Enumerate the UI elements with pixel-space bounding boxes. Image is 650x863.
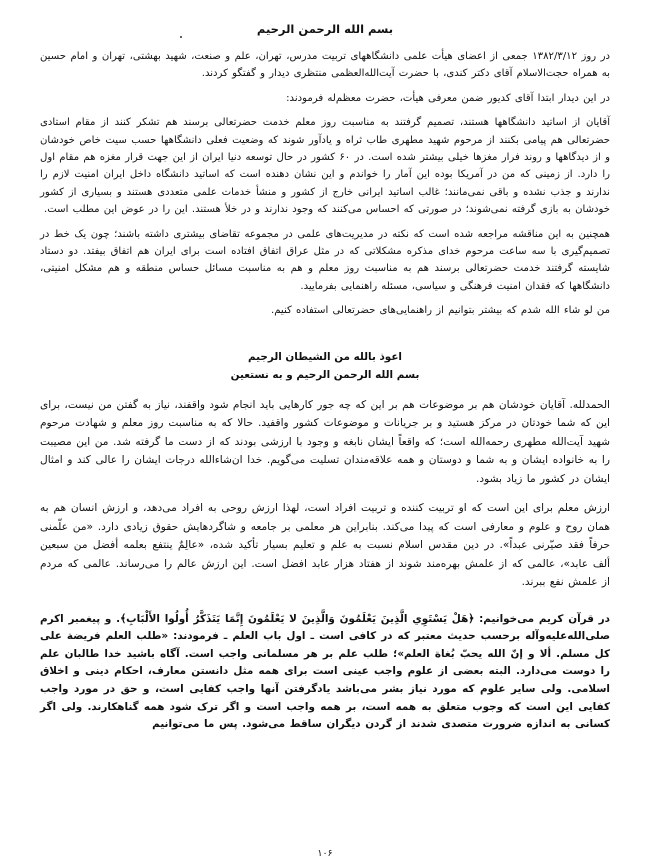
- section-spacer: [40, 327, 610, 349]
- section-quran-hadith: [40, 611, 610, 734]
- paragraph: الحمدلله. آقایان خودشان هم بر موضوعات هم بر این که چه جور کارهایی باید انجام شود واقفند، نیاز به گفتن من نیست، برای این که شما خودتان در مرکز هستید و بر جریانات و موضوعات کشور واقفید. حالا که به مناسبت روز معلم و شهادت مرحوم شهید آیت‌الله مطهری رحمه‌الله است؛ که واقعاً ایشان نابغه و وجود با ارزشی بودند که از دست ما گرفته شد. من این مصیبت را به خانواده ایشان و به شما و دوستان و همه علاقه‌مندان تسلیت می‌گویم. خدا ان‌شاءالله درجات ایشان را عالی کند و امثال ایشان در کشور ما زیاد بشود.: [40, 398, 610, 485]
- page-content: [40, 18, 610, 837]
- page-number: ۱۰۶: [317, 848, 333, 859]
- paragraph: در این دیدار ابتدا آقای کدیور ضمن معرفی هیأت، حضرت معظم‌له فرمودند:: [286, 92, 610, 104]
- section-meeting-report: [40, 48, 610, 320]
- section-spacer: [40, 383, 610, 396]
- section-spacer: [40, 603, 610, 611]
- isti-adhah-line: اعوذ بالله من الشيطان الرجيم: [248, 350, 402, 363]
- paragraph: در قرآن کریم می‌خوانیم: ﴿هَلْ يَسْتَوِي الَّذِينَ يَعْلَمُونَ وَالَّذِينَ لا يَعْلَمُونَ إِنَّمَا يَتَذَكَّرُ أُولُوا الأَلْبَابِ﴾. و پیغمبر اکرم صلی‌الله‌علیه‌وآله برحسب حدیث معتبر که در کافی است ـ اول باب العلم ـ فرمودند: «طلب العلم فریضة علی کل مسلم. ألا و إنّ الله يحبّ بُغاة العلم»؛ طلب علم بر هر مسلمانی واجب است. آگاه باشید خدا طالبان علم را دوست می‌دارد. البته بعضی از علوم واجب عینی است برای همه مثل دانستن معارف، احکام دینی و اخلاق اسلامی. ولی سایر علوم که مورد نیاز بشر می‌باشد یادگرفتن آنها واجب کفایی است، و حق در مورد واجب کفایی این است که وجوب متعلق به همه است، بر همه واجب است و اگر ترک شود همه گناهکارند. ولی اگر کسانی به اندازه ضرورت متصدی شدند از گردن دیگران ساقط می‌شود. پس ما می‌توانیم: [40, 612, 610, 731]
- paragraph: ارزش معلم برای این است که او تربیت کننده و تربیت افراد است، لهذا ارزش روحی به افراد می‌دهد، و ارزش انسان هم به همان روح و علوم و معارفی است که پیدا می‌کند. بنابراین هر معلمی بر جامعه و شاگردهایش حقوق زیادی دارد. «من علّمنی حرفاً فقد صیّرنی عبداً». در دین مقدس اسلام نسبت به علم و تعلیم بسیار تأکید شده، «عالِمٌ ینتفع بعلمه أفضل من سبعین ألف عابد»، عالمی که از علمش بهره‌مند شوند از هفتاد هزار عابد افضل است. این ارزش عالم را می‌رساند. عالمی که مردم از علمش نفع ببرند.: [40, 502, 610, 589]
- paragraph: در روز ۱۳۸۲/۳/۱۲ جمعی از اعضای هیأت علمی دانشگاههای تربیت مدرس، تهران، علم و صنعت، شهید بهشتی، تهران و امام حسین به همراه حجت‌الاسلام آقای دکتر کندی، با حضرت آیت‌الله‌العظمی منتظری دیدار و گفتگو کردند.: [40, 51, 610, 80]
- section-speech: [40, 349, 610, 592]
- header-basmala: بسم الله الرحمن الرحيم: [256, 22, 394, 36]
- paragraph: من لو شاء الله شدم که بیشتر بتوانیم از راهنمایی‌های حضرتعالی استفاده کنیم.: [271, 305, 610, 317]
- paragraph: همچنین به این مناقشه مراجعه شده است که نکته در مدیریت‌های علمی در مجموعه تقاضای بیشتری داشته باشند؛ چون یک خط در تصمیم‌گیری با سه ساعت مرحوم خدای مذکره مشکلاتی که در مثل عراق اتفاق افتاده است برای ایران هم اتفاق بیفتد. دو دستاد شایسته گرفتند خدمت حضرتعالی برسند هم به مناسبت روز معلم و هم به مناسبت مسائل حساس منطقه و هم مشکل امنیتی، دانشگاهها که فقدان امنیت فرهنگی و سیاسی، مسئله راهنمایی بفرمایید.: [40, 228, 610, 292]
- paragraph: آقایان از اساتید دانشگاهها هستند، تصمیم گرفتند به مناسبت روز معلم خدمت حضرتعالی برسند هم تشکر کنند از مقام استادی حضرتعالی هم پیامی بکنند از مرحوم شهید مطهری طاب ثراه و یادآور شوند که وضعیت فعلی دانشگاهها حسب سیت خاص خودشان و از دیدگاهها و روند فرار مغزها خیلی بیشتر شده است. در ۶۰ کشور در حال توسعه دنیا ایران از این جهت قرار مغزه هم مقام اول را دارد. از زمینی که من در آمریکا بوده این آمار را خواندم و این نشان دهنده است که اساتید دانشگاه داخل ایران امنیت لازم را ندارند و جذب نشده و باقی نمی‌مانند؛ غالب اساتید ایرانی خارج از کشور و منشأ خدمات علمی متعددی هستند و بسیاری از کشور خودشان به بازی گرفته نمی‌شوند؛ در صورتی که احساس می‌کنند که وجود ندارند و در خلأ هستند. این را در عوض این مطلب است.: [40, 117, 610, 216]
- basmala-line: بسم الله الرحمن الرحيم و به نستعين: [230, 368, 420, 381]
